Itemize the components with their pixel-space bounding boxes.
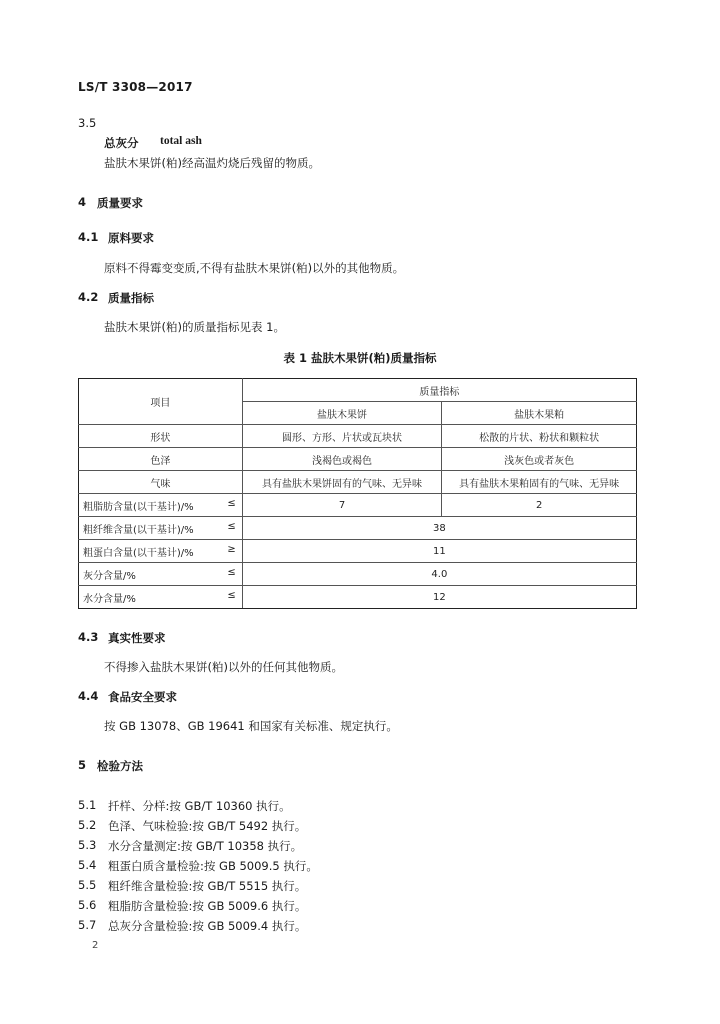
table-header-item: 项目 xyxy=(79,379,243,425)
method-text: 粗纤维含量检验:按 GB/T 5515 执行。 xyxy=(108,879,307,893)
comparison-operator: ≤ xyxy=(227,566,236,578)
clause-number: 4.3 xyxy=(78,630,99,644)
section-title: 真实性要求 xyxy=(108,631,166,645)
table-row xyxy=(79,563,637,586)
table-caption: 表 1 盐肤木果饼(粕)质量指标 xyxy=(283,351,437,365)
section-title: 检验方法 xyxy=(97,759,143,773)
term-english: total ash xyxy=(160,135,202,147)
comparison-operator: ≤ xyxy=(227,520,236,532)
method-number: 5.2 xyxy=(78,818,97,832)
paragraph: 原料不得霉变变质,不得有盐肤木果饼(粕)以外的其他物质。 xyxy=(104,261,405,275)
cell-cake: 浅褐色或褐色 xyxy=(242,448,442,471)
row-label-cell xyxy=(79,586,243,609)
method-text: 粗脂肪含量检验:按 GB 5009.6 执行。 xyxy=(108,899,307,913)
paragraph: 按 GB 13078、GB 19641 和国家有关标准、规定执行。 xyxy=(104,719,398,733)
cell-meal: 松散的片状、粉状和颗粒状 xyxy=(442,425,637,448)
method-text: 水分含量测定:按 GB/T 10358 执行。 xyxy=(108,839,303,853)
table-row xyxy=(79,517,637,540)
row-label-cell xyxy=(79,494,243,517)
method-text: 粗蛋白质含量检验:按 GB 5009.5 执行。 xyxy=(108,859,318,873)
cell-merged: 4.0 xyxy=(242,563,636,586)
method-number: 5.1 xyxy=(78,798,97,812)
section-title: 食品安全要求 xyxy=(108,690,177,704)
row-label: 气味 xyxy=(79,471,243,494)
paragraph: 不得掺入盐肤木果饼(粕)以外的任何其他物质。 xyxy=(104,660,343,674)
table-row xyxy=(79,586,637,609)
comparison-operator: ≤ xyxy=(227,497,236,509)
table-row xyxy=(79,425,637,448)
table-row xyxy=(79,448,637,471)
row-label: 色泽 xyxy=(79,448,243,471)
clause-number: 4.4 xyxy=(78,689,99,703)
quality-table xyxy=(78,378,637,609)
method-text: 色泽、气味检验:按 GB/T 5492 执行。 xyxy=(108,819,307,833)
row-label: 粗纤维含量(以干基计)/% xyxy=(83,524,194,536)
method-text: 总灰分含量检验:按 GB 5009.4 执行。 xyxy=(108,919,307,933)
term-definition: 盐肤木果饼(粕)经高温灼烧后残留的物质。 xyxy=(104,156,320,170)
clause-number: 5 xyxy=(78,758,87,772)
page-number: 2 xyxy=(92,940,99,951)
cell-merged: 38 xyxy=(242,517,636,540)
row-label: 粗蛋白含量(以干基计)/% xyxy=(83,547,194,559)
row-label-cell xyxy=(79,540,243,563)
method-number: 5.4 xyxy=(78,858,97,872)
table-row xyxy=(79,471,637,494)
clause-number: 4 xyxy=(78,195,87,209)
method-number: 5.6 xyxy=(78,898,97,912)
clause-number: 4.1 xyxy=(78,230,99,244)
row-label-cell xyxy=(79,563,243,586)
term-chinese: 总灰分 xyxy=(104,136,139,150)
row-label: 水分含量/% xyxy=(83,593,136,605)
clause-number: 4.2 xyxy=(78,290,99,304)
method-number: 5.3 xyxy=(78,838,97,852)
cell-cake: 圆形、方形、片状或瓦块状 xyxy=(242,425,442,448)
section-title: 原料要求 xyxy=(108,231,154,245)
table-header-meal: 盐肤木果粕 xyxy=(442,402,637,425)
cell-meal: 具有盐肤木果粕固有的气味、无异味 xyxy=(442,471,637,494)
section-title: 质量要求 xyxy=(97,196,143,210)
method-number: 5.5 xyxy=(78,878,97,892)
comparison-operator: ≥ xyxy=(227,543,236,555)
table-header-cake: 盐肤木果饼 xyxy=(242,402,442,425)
row-label-cell xyxy=(79,517,243,540)
cell-merged: 12 xyxy=(242,586,636,609)
paragraph: 盐肤木果饼(粕)的质量指标见表 1。 xyxy=(104,320,285,334)
cell-cake: 7 xyxy=(242,494,442,517)
cell-meal: 浅灰色或者灰色 xyxy=(442,448,637,471)
row-label: 灰分含量/% xyxy=(83,570,136,582)
clause-number: 3.5 xyxy=(78,116,97,130)
section-title: 质量指标 xyxy=(108,291,154,305)
table-header-group: 质量指标 xyxy=(242,379,636,402)
row-label: 粗脂肪含量(以干基计)/% xyxy=(83,501,194,513)
table-row xyxy=(79,540,637,563)
comparison-operator: ≤ xyxy=(227,589,236,601)
row-label: 形状 xyxy=(79,425,243,448)
standard-code-header: LS/T 3308—2017 xyxy=(78,80,193,94)
table-row xyxy=(79,494,637,517)
method-text: 扦样、分样:按 GB/T 10360 执行。 xyxy=(108,799,291,813)
cell-cake: 具有盐肤木果饼固有的气味、无异味 xyxy=(242,471,442,494)
cell-meal: 2 xyxy=(442,494,637,517)
cell-merged: 11 xyxy=(242,540,636,563)
method-number: 5.7 xyxy=(78,918,97,932)
